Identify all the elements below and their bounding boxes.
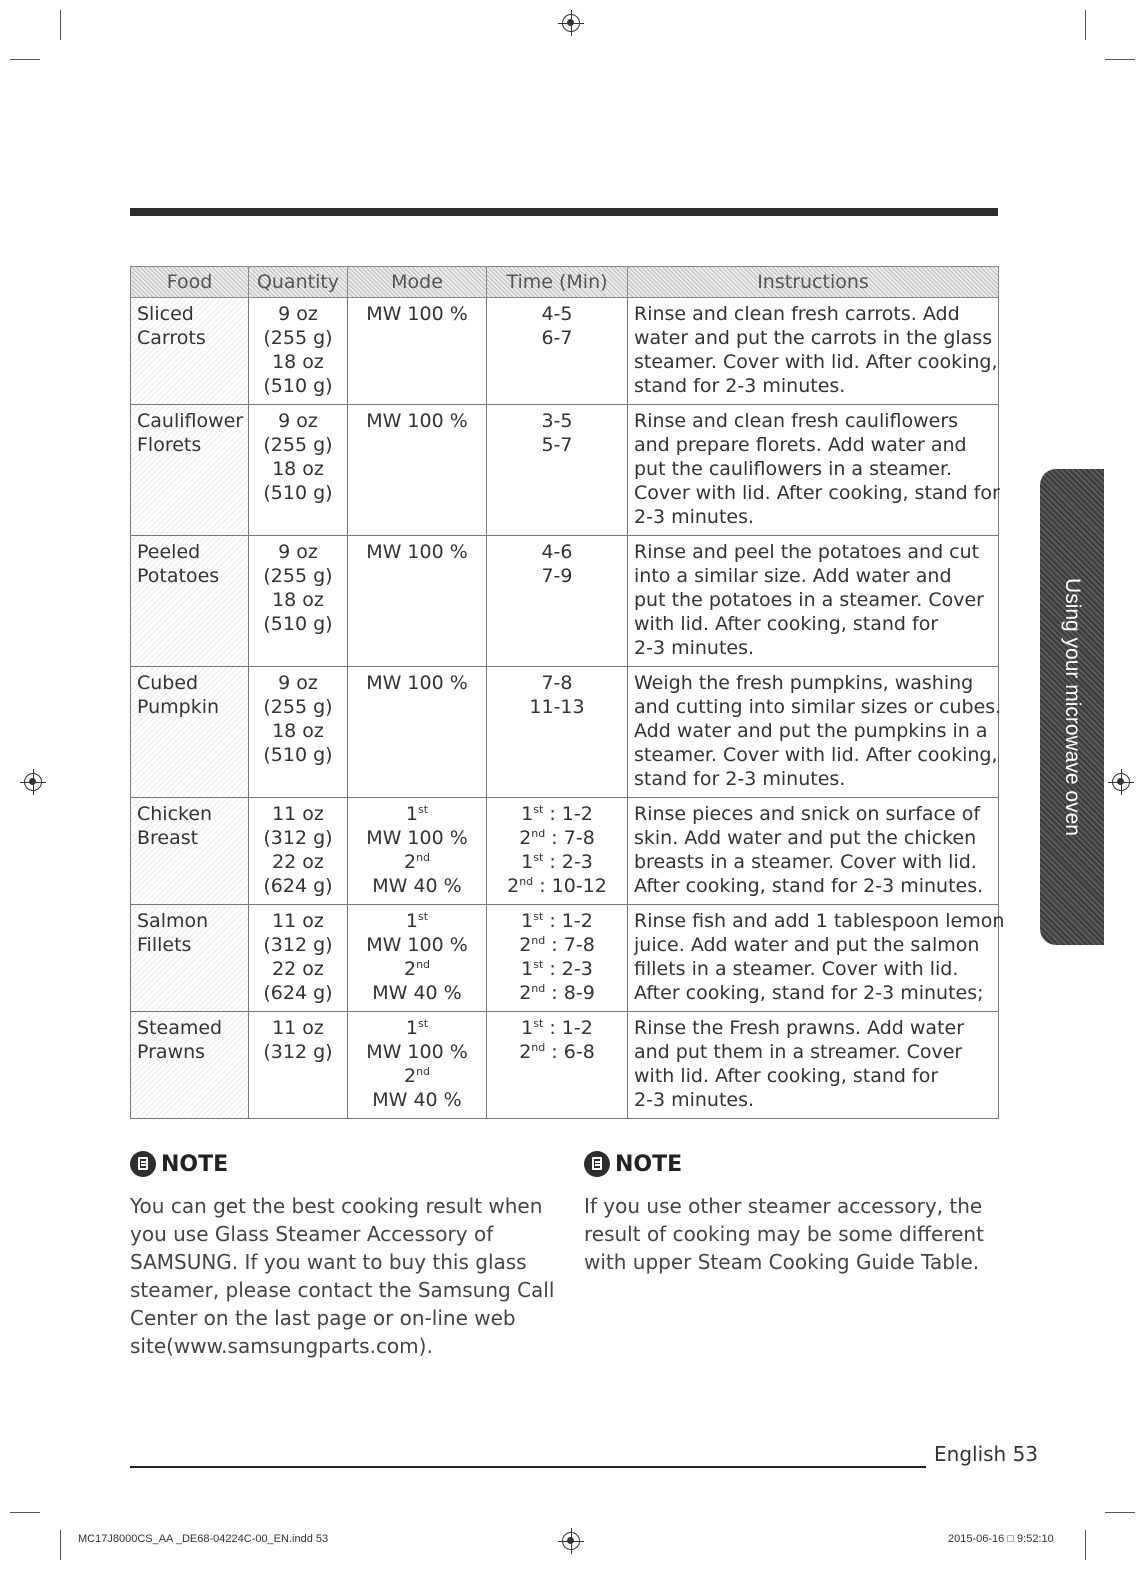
time-value [493, 850, 621, 874]
instruction-line: Rinse the Fresh prawns. Add water [634, 1017, 965, 1039]
quantity-value: (312 g) [263, 934, 333, 956]
instructions-cell [628, 905, 1005, 1012]
time-ordinal: nd [519, 875, 534, 888]
note-header [130, 1148, 550, 1180]
note-box [584, 1148, 998, 1276]
quantity-cell [249, 298, 348, 405]
registration-mark-icon [562, 14, 580, 32]
quantity-value: 22 oz [272, 958, 324, 980]
instruction-line: stand for 2-3 minutes. [634, 375, 846, 397]
food-name: Breast [137, 827, 199, 849]
mode-ordinal: st [418, 803, 429, 816]
time-stage: 1 [521, 851, 534, 873]
time-value [493, 409, 621, 433]
food-cell [131, 798, 249, 905]
time-stage: 2 [519, 1041, 532, 1063]
column-header: Time (Min) [487, 267, 628, 298]
footer-rule [130, 1466, 926, 1468]
mode-value [354, 826, 480, 850]
mode-text: MW 100 % [366, 827, 468, 849]
instructions-cell [628, 798, 999, 905]
quantity-value: 18 oz [272, 720, 324, 742]
crop-mark [1085, 1530, 1086, 1560]
mode-cell [348, 298, 487, 405]
time-separator: : [533, 875, 552, 897]
mode-text: MW 100 % [366, 1041, 468, 1063]
instruction-line: Rinse and peel the potatoes and cut [634, 541, 980, 563]
table-row [131, 1012, 999, 1119]
time-cell [487, 298, 628, 405]
crop-mark [10, 59, 40, 60]
time-ordinal: st [533, 958, 544, 971]
instruction-line: into a similar size. Add water and [634, 565, 952, 587]
instruction-line: Rinse fish and add 1 tablespoon lemon [634, 910, 1005, 932]
quantity-value: (510 g) [263, 375, 333, 397]
instruction-line: and put them in a streamer. Cover [634, 1041, 963, 1063]
time-stage: 2 [507, 875, 520, 897]
instruction-line: steamer. Cover with lid. After cooking, [634, 351, 998, 373]
time-separator: : [543, 851, 562, 873]
note-title: NOTE [161, 1151, 229, 1177]
note-header [584, 1148, 998, 1180]
mode-cell [348, 798, 487, 905]
time-range: 1-2 [561, 910, 593, 932]
mode-text: 2 [403, 958, 417, 980]
food-name: Cubed [137, 672, 199, 694]
mode-value [354, 1064, 480, 1088]
instruction-line: skin. Add water and put the chicken [634, 827, 977, 849]
instruction-line: juice. Add water and put the salmon [634, 934, 980, 956]
crop-mark [10, 1512, 40, 1513]
note-line: SAMSUNG. If you want to buy this glass [130, 1250, 527, 1274]
time-cell [487, 667, 628, 798]
time-separator: : [545, 982, 564, 1004]
note-line: steamer, please contact the Samsung Call [130, 1278, 555, 1302]
mode-value [354, 1040, 480, 1064]
time-range: 3-5 [541, 410, 573, 432]
time-stage: 1 [521, 958, 534, 980]
crop-mark [60, 1530, 61, 1560]
time-value [493, 957, 621, 981]
note-icon [584, 1151, 610, 1177]
time-stage: 1 [521, 1017, 534, 1039]
time-ordinal: st [533, 1017, 544, 1030]
time-cell [487, 1012, 628, 1119]
mode-cell [348, 1012, 487, 1119]
table-row [131, 298, 999, 405]
quantity-value: (624 g) [263, 875, 333, 897]
time-separator: : [545, 827, 564, 849]
mode-text: MW 40 % [372, 875, 462, 897]
mode-value [354, 874, 480, 898]
note-icon [130, 1151, 156, 1177]
instructions-cell [628, 298, 999, 405]
mode-value [354, 671, 480, 695]
time-range: 1-2 [561, 1017, 593, 1039]
time-range: 7-8 [563, 934, 595, 956]
instruction-line: and prepare florets. Add water and [634, 434, 967, 456]
time-range: 6-8 [563, 1041, 595, 1063]
time-range: 2-3 [561, 851, 593, 873]
mode-value [354, 1088, 480, 1112]
mode-text: 2 [403, 851, 417, 873]
note-title: NOTE [615, 1151, 683, 1177]
registration-mark-icon [24, 773, 42, 791]
column-header: Mode [348, 267, 487, 298]
instruction-line: 2-3 minutes. [634, 637, 755, 659]
quantity-value: 18 oz [272, 458, 324, 480]
time-range: 5-7 [541, 434, 573, 456]
instruction-line: Cover with lid. After cooking, stand for [634, 482, 1000, 504]
food-name: Salmon [137, 910, 209, 932]
time-range: 4-6 [541, 541, 573, 563]
quantity-cell [249, 667, 348, 798]
quantity-value: (255 g) [263, 327, 333, 349]
registration-mark-icon [1112, 773, 1130, 791]
table-row [131, 905, 999, 1012]
food-name: Chicken [137, 803, 213, 825]
note-line: You can get the best cooking result when [130, 1194, 543, 1218]
time-range: 11-13 [529, 696, 585, 718]
mode-value [354, 933, 480, 957]
column-header: Instructions [628, 267, 999, 298]
quantity-value: 9 oz [278, 410, 318, 432]
instructions-cell [628, 536, 999, 667]
instruction-line: Add water and put the pumpkins in a [634, 720, 988, 742]
quantity-value: (255 g) [263, 434, 333, 456]
time-range: 7-8 [541, 672, 573, 694]
time-value [493, 433, 621, 457]
quantity-cell [249, 798, 348, 905]
time-value [493, 540, 621, 564]
mode-value [354, 540, 480, 564]
time-separator: : [545, 934, 564, 956]
food-name: Potatoes [137, 565, 220, 587]
mode-text: MW 100 % [366, 672, 468, 694]
food-name: Sliced [137, 303, 194, 325]
time-ordinal: nd [531, 982, 546, 995]
mode-value [354, 850, 480, 874]
time-value [493, 933, 621, 957]
instruction-line: steamer. Cover with lid. After cooking, [634, 744, 998, 766]
table-row [131, 405, 999, 536]
instruction-line: water and put the carrots in the glass [634, 327, 993, 349]
note-text [584, 1192, 998, 1276]
instruction-line: 2-3 minutes. [634, 506, 755, 528]
food-name: Prawns [137, 1041, 206, 1063]
time-ordinal: st [533, 803, 544, 816]
mode-ordinal: st [418, 910, 429, 923]
mode-text: MW 100 % [366, 541, 468, 563]
mode-text: 1 [405, 1017, 419, 1039]
time-ordinal: st [533, 851, 544, 864]
time-range: 7-8 [563, 827, 595, 849]
note-line: Center on the last page or on-line web [130, 1306, 516, 1330]
quantity-cell [249, 536, 348, 667]
quantity-value: 9 oz [278, 303, 318, 325]
mode-ordinal: nd [416, 1065, 431, 1078]
instruction-line: After cooking, stand for 2-3 minutes; [634, 982, 984, 1004]
instruction-line: Weigh the fresh pumpkins, washing [634, 672, 974, 694]
time-value [493, 671, 621, 695]
mode-value [354, 302, 480, 326]
food-cell [131, 536, 249, 667]
mode-text: 2 [403, 1065, 417, 1087]
instruction-line: 2-3 minutes. [634, 1089, 755, 1111]
time-separator: : [543, 958, 562, 980]
quantity-value: 22 oz [272, 851, 324, 873]
food-cell [131, 905, 249, 1012]
mode-cell [348, 905, 487, 1012]
quantity-value: 11 oz [272, 910, 324, 932]
time-value [493, 981, 621, 1005]
time-separator: : [543, 1017, 562, 1039]
mode-value [354, 409, 480, 433]
quantity-cell [249, 405, 348, 536]
instructions-cell [628, 667, 1002, 798]
time-range: 2-3 [561, 958, 593, 980]
mode-cell [348, 405, 487, 536]
page-number: English 53 [934, 1442, 1039, 1466]
time-value [493, 695, 621, 719]
note-box [130, 1148, 555, 1360]
note-line: with upper Steam Cooking Guide Table. [584, 1250, 980, 1274]
note-text [130, 1192, 555, 1360]
instruction-line: Rinse and clean fresh cauliflowers [634, 410, 959, 432]
time-stage: 1 [521, 910, 534, 932]
table-header-row [131, 267, 999, 298]
mode-value [354, 909, 480, 933]
time-value [493, 909, 621, 933]
time-range: 6-7 [541, 327, 573, 349]
instruction-line: and cutting into similar sizes or cubes. [634, 696, 1002, 718]
note-line: If you use other steamer accessory, the [584, 1194, 983, 1218]
crop-mark [1105, 1512, 1135, 1513]
print-slug-timestamp: 2015-06-16 □ 9:52:10 [948, 1533, 1054, 1545]
time-ordinal: nd [531, 1041, 546, 1054]
instruction-line: fillets in a steamer. Cover with lid. [634, 958, 959, 980]
time-stage: 2 [519, 982, 532, 1004]
mode-value [354, 1016, 480, 1040]
food-cell [131, 298, 249, 405]
time-value [493, 826, 621, 850]
instruction-line: breasts in a steamer. Cover with lid. [634, 851, 977, 873]
food-name: Carrots [137, 327, 206, 349]
mode-text: MW 40 % [372, 1089, 462, 1111]
quantity-cell [249, 1012, 348, 1119]
time-cell [487, 798, 628, 905]
mode-value [354, 957, 480, 981]
header-rule [130, 208, 998, 216]
food-name: Peeled [137, 541, 201, 563]
food-name: Cauliflower [137, 410, 244, 432]
crop-mark [1085, 10, 1086, 40]
time-cell [487, 405, 628, 536]
instruction-line: put the potatoes in a steamer. Cover [634, 589, 984, 611]
table-row [131, 667, 999, 798]
note-line: you use Glass Steamer Accessory of [130, 1222, 494, 1246]
food-name: Steamed [137, 1017, 223, 1039]
mode-text: 1 [405, 803, 419, 825]
time-range: 4-5 [541, 303, 573, 325]
section-tab [1040, 469, 1104, 945]
crop-mark [1105, 59, 1135, 60]
quantity-value: 11 oz [272, 803, 324, 825]
food-name: Pumpkin [137, 696, 220, 718]
mode-text: MW 40 % [372, 982, 462, 1004]
quantity-value: (510 g) [263, 482, 333, 504]
steam-cooking-table [130, 266, 1005, 1119]
time-value [493, 326, 621, 350]
instruction-line: stand for 2-3 minutes. [634, 768, 846, 790]
column-header: Food [131, 267, 249, 298]
time-value [493, 874, 621, 898]
table-row [131, 798, 999, 905]
time-cell [487, 536, 628, 667]
mode-cell [348, 667, 487, 798]
crop-mark [60, 10, 61, 40]
time-value [493, 564, 621, 588]
time-separator: : [543, 803, 562, 825]
time-ordinal: st [533, 910, 544, 923]
mode-cell [348, 536, 487, 667]
time-cell [487, 905, 628, 1012]
table-row [131, 536, 999, 667]
quantity-value: 9 oz [278, 672, 318, 694]
food-cell [131, 667, 249, 798]
quantity-value: (510 g) [263, 744, 333, 766]
section-tab-label: Using your microwave oven [1061, 578, 1084, 836]
food-name: Fillets [137, 934, 192, 956]
quantity-value: (312 g) [263, 1041, 333, 1063]
mode-value [354, 802, 480, 826]
mode-text: MW 100 % [366, 303, 468, 325]
time-value [493, 302, 621, 326]
registration-mark-icon [562, 1532, 580, 1550]
instruction-line: Rinse pieces and snick on surface of [634, 803, 981, 825]
time-value [493, 802, 621, 826]
time-stage: 2 [519, 827, 532, 849]
instruction-line: with lid. After cooking, stand for [634, 613, 939, 635]
time-separator: : [543, 910, 562, 932]
time-stage: 2 [519, 934, 532, 956]
note-line: site(www.samsungparts.com). [130, 1334, 433, 1358]
mode-ordinal: nd [416, 958, 431, 971]
instruction-line: put the cauliflowers in a steamer. [634, 458, 953, 480]
instructions-cell [628, 1012, 999, 1119]
quantity-value: (312 g) [263, 827, 333, 849]
time-range: 7-9 [541, 565, 573, 587]
mode-ordinal: nd [416, 851, 431, 864]
column-header: Quantity [249, 267, 348, 298]
quantity-value: (624 g) [263, 982, 333, 1004]
time-value [493, 1016, 621, 1040]
instructions-cell [628, 405, 999, 536]
mode-text: 1 [405, 910, 419, 932]
quantity-value: (510 g) [263, 613, 333, 635]
quantity-value: 11 oz [272, 1017, 324, 1039]
quantity-value: (255 g) [263, 565, 333, 587]
time-stage: 1 [521, 803, 534, 825]
mode-text: MW 100 % [366, 934, 468, 956]
instruction-line: After cooking, stand for 2-3 minutes. [634, 875, 984, 897]
food-cell [131, 405, 249, 536]
time-value [493, 1040, 621, 1064]
instruction-line: Rinse and clean fresh carrots. Add [634, 303, 960, 325]
quantity-cell [249, 905, 348, 1012]
quantity-value: 18 oz [272, 351, 324, 373]
quantity-value: 18 oz [272, 589, 324, 611]
time-range: 1-2 [561, 803, 593, 825]
quantity-value: (255 g) [263, 696, 333, 718]
time-range: 8-9 [563, 982, 595, 1004]
print-slug-file: MC17J8000CS_AA _DE68-04224C-00_EN.indd 53 [78, 1533, 329, 1545]
time-range: 10-12 [551, 875, 607, 897]
food-name: Florets [137, 434, 202, 456]
time-ordinal: nd [531, 934, 546, 947]
note-line: result of cooking may be some different [584, 1222, 984, 1246]
time-ordinal: nd [531, 827, 546, 840]
instruction-line: with lid. After cooking, stand for [634, 1065, 939, 1087]
mode-value [354, 981, 480, 1005]
food-cell [131, 1012, 249, 1119]
quantity-value: 9 oz [278, 541, 318, 563]
mode-text: MW 100 % [366, 410, 468, 432]
mode-ordinal: st [418, 1017, 429, 1030]
time-separator: : [545, 1041, 564, 1063]
